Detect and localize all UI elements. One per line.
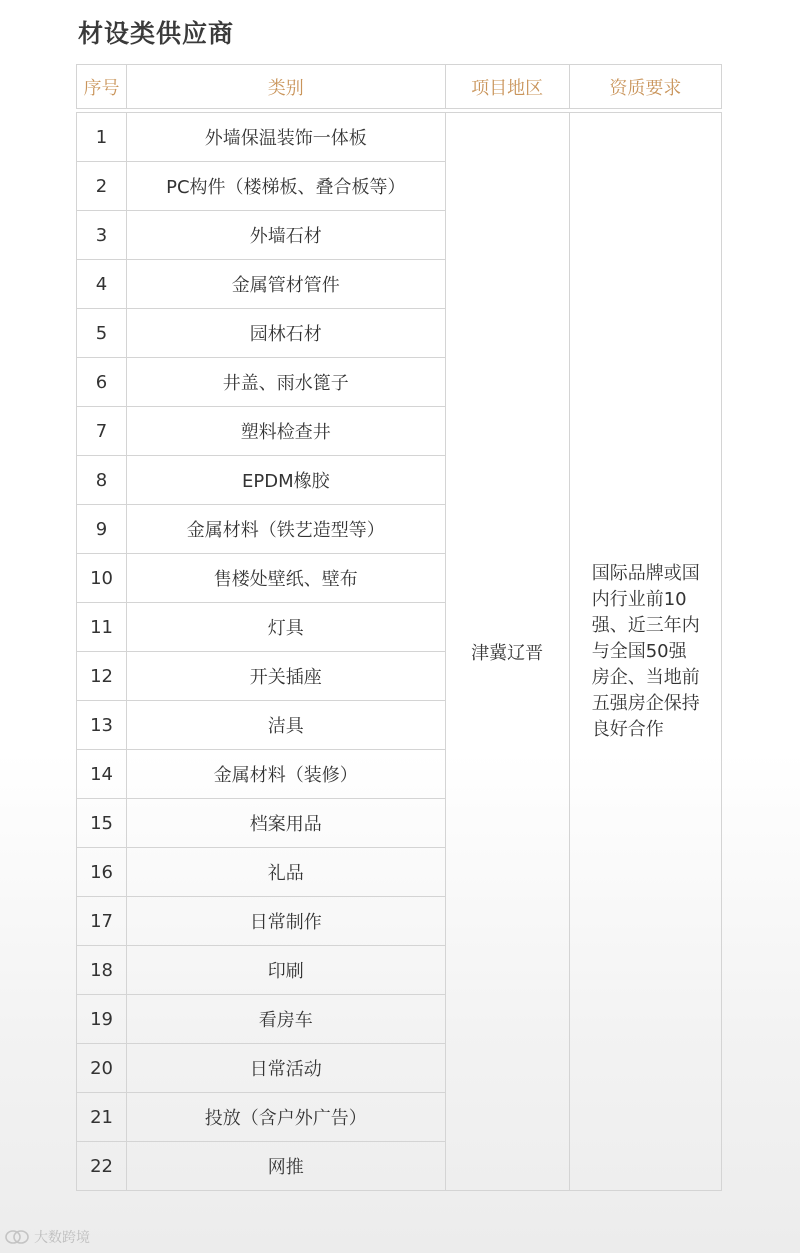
table-body <box>77 109 722 1191</box>
row-category: 印刷 <box>127 946 445 995</box>
header-region: 项目地区 <box>445 65 569 109</box>
project-region: 津冀辽晋 <box>445 113 569 1191</box>
row-category: 档案用品 <box>127 799 445 848</box>
row-category: 外墙保温装饰一体板 <box>127 113 445 162</box>
row-number: 12 <box>77 652 127 701</box>
watermark-text: 大数跨境 <box>34 1230 90 1246</box>
table-header-row <box>77 65 722 109</box>
row-number: 21 <box>77 1093 127 1142</box>
row-number: 5 <box>77 309 127 358</box>
row-number: 4 <box>77 260 127 309</box>
row-category: 井盖、雨水篦子 <box>127 358 445 407</box>
brand-logo-icon <box>4 1228 30 1246</box>
row-number: 8 <box>77 456 127 505</box>
supplier-table <box>76 64 722 1191</box>
row-category: 看房车 <box>127 995 445 1044</box>
row-category: 塑料检查井 <box>127 407 445 456</box>
row-category: 外墙石材 <box>127 211 445 260</box>
row-category: 礼品 <box>127 848 445 897</box>
row-number: 14 <box>77 750 127 799</box>
row-number: 16 <box>77 848 127 897</box>
header-category: 类别 <box>127 65 445 109</box>
watermark <box>4 1227 90 1247</box>
row-number: 18 <box>77 946 127 995</box>
header-requirement: 资质要求 <box>569 65 721 109</box>
row-category: 日常制作 <box>127 897 445 946</box>
row-category: 日常活动 <box>127 1044 445 1093</box>
page-title: 材设类供应商 <box>78 19 235 48</box>
row-number: 2 <box>77 162 127 211</box>
row-number: 7 <box>77 407 127 456</box>
row-number: 20 <box>77 1044 127 1093</box>
row-number: 6 <box>77 358 127 407</box>
row-category: 金属材料（铁艺造型等） <box>127 505 445 554</box>
row-number: 3 <box>77 211 127 260</box>
row-number: 17 <box>77 897 127 946</box>
row-number: 11 <box>77 603 127 652</box>
row-category: 开关插座 <box>127 652 445 701</box>
qualification-requirement-cell <box>569 113 721 1191</box>
row-number: 1 <box>77 113 127 162</box>
row-number: 22 <box>77 1142 127 1191</box>
row-category: PC构件（楼梯板、叠合板等） <box>127 162 445 211</box>
row-category: 投放（含户外广告） <box>127 1093 445 1142</box>
row-category: 园林石材 <box>127 309 445 358</box>
row-number: 19 <box>77 995 127 1044</box>
row-category: 金属材料（装修） <box>127 750 445 799</box>
header-no: 序号 <box>77 65 127 109</box>
table-row <box>77 113 722 162</box>
row-number: 15 <box>77 799 127 848</box>
row-category: 售楼处壁纸、壁布 <box>127 554 445 603</box>
row-number: 10 <box>77 554 127 603</box>
row-number: 13 <box>77 701 127 750</box>
row-category: EPDM橡胶 <box>127 456 445 505</box>
row-category: 灯具 <box>127 603 445 652</box>
qualification-requirement: 国际品牌或国内行业前10强、近三年内与全国50强房企、当地前五强房企保持良好合作 <box>591 562 700 740</box>
row-category: 网推 <box>127 1142 445 1191</box>
row-number: 9 <box>77 505 127 554</box>
row-category: 金属管材管件 <box>127 260 445 309</box>
row-category: 洁具 <box>127 701 445 750</box>
